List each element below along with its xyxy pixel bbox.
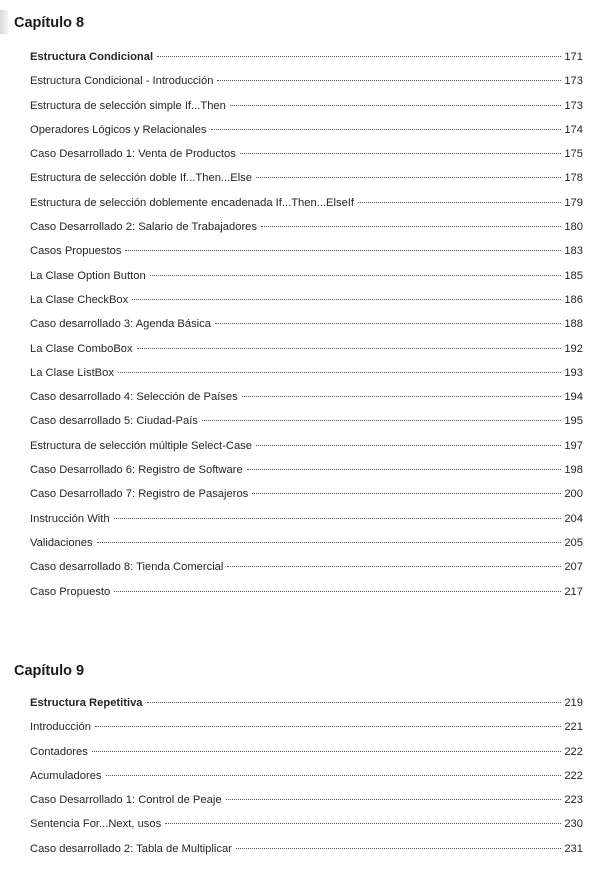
dot-leader [256,177,561,178]
toc-entry [30,391,583,415]
toc-entry-title: Caso Desarrollado 1: Control de Peaje [30,794,222,807]
dot-leader [226,799,561,800]
toc-entry-page-number: 205 [564,536,583,549]
dot-leader [202,420,561,421]
toc-entry [30,221,583,245]
dot-leader [132,299,561,300]
dot-leader [97,542,561,543]
toc-entry-title: Estructura de selección simple If...Then [30,99,226,112]
dot-leader [147,702,561,703]
dot-leader [261,226,561,227]
dot-leader [242,396,561,397]
toc-entry-title: Caso Propuesto [30,585,111,598]
toc-entry-page-number: 230 [564,818,583,831]
dot-leader [240,153,561,154]
dot-leader [227,566,561,567]
toc-entry-page-number: 231 [564,842,583,855]
toc-entry-page-number: 180 [564,221,583,234]
page-edge-mark [0,10,8,34]
dot-leader [256,445,561,446]
toc-entry [30,270,583,294]
toc-entry [30,537,583,561]
dot-leader [165,823,561,824]
toc-entry-page-number: 188 [564,318,583,331]
toc-entry-page-number: 197 [564,439,583,452]
toc-entry [30,770,583,794]
toc-entry-page-number: 217 [564,585,583,598]
dot-leader [92,751,561,752]
toc-entry-page-number: 207 [564,561,583,574]
toc-entry-page-number: 198 [564,464,583,477]
chapter-8-toc-list [30,51,583,610]
toc-entry-page-number: 174 [564,123,583,136]
dot-leader [215,323,561,324]
toc-entry [30,697,583,721]
toc-entry-title: Caso desarrollado 3: Agenda Básica [30,318,211,331]
chapter-8-heading: Capítulo 8 [14,15,85,31]
toc-entry [30,100,583,124]
toc-entry [30,294,583,318]
toc-entry [30,513,583,537]
toc-entry-page-number: 178 [564,172,583,185]
toc-entry-title: Validaciones [30,536,93,549]
dot-leader [217,80,561,81]
toc-entry-page-number: 185 [564,269,583,282]
toc-entry-page-number: 175 [564,148,583,161]
toc-entry-page-number: 173 [564,99,583,112]
toc-entry-page-number: 171 [564,51,583,63]
toc-entry [30,148,583,172]
dot-leader [114,591,561,592]
toc-entry-title: Caso desarrollado 2: Tabla de Multiplicar [30,842,232,855]
toc-entry [30,197,583,221]
dot-leader [106,775,561,776]
toc-entry-page-number: 173 [564,75,583,88]
dot-leader [150,275,561,276]
dot-leader [114,518,561,519]
dot-leader [157,56,561,57]
toc-entry [30,440,583,464]
toc-entry [30,415,583,439]
toc-entry-page-number: 204 [564,512,583,525]
toc-entry-title: Introducción [30,721,91,734]
toc-entry [30,464,583,488]
toc-entry-title: Caso desarrollado 4: Selección de Países [30,391,238,404]
toc-entry-page-number: 219 [564,697,583,709]
dot-leader [95,726,561,727]
toc-entry-page-number: 222 [564,769,583,782]
toc-entry [30,343,583,367]
toc-entry [30,746,583,770]
toc-entry-title: Caso Desarrollado 1: Venta de Productos [30,148,236,161]
toc-entry-title: Contadores [30,745,88,758]
toc-entry-title: La Clase Option Button [30,269,146,282]
toc-entry [30,561,583,585]
toc-entry [30,367,583,391]
toc-entry-title: Operadores Lógicos y Relacionales [30,123,207,136]
toc-entry-title: Sentencia For...Next, usos [30,818,162,831]
toc-entry-title: Estructura Condicional - Introducción [30,75,214,88]
toc-entry-page-number: 179 [564,196,583,209]
toc-entry-title: Estructura de selección doble If...Then...Else [30,172,253,185]
toc-entry-title: Caso desarrollado 8: Tienda Comercial [30,561,224,574]
dot-leader [358,202,561,203]
toc-entry-title: Caso desarrollado 5: Ciudad-País [30,415,198,428]
toc-entry [30,843,583,867]
toc-entry-title: La Clase CheckBox [30,293,129,306]
toc-entry-title: Caso Desarrollado 6: Registro de Software [30,464,243,477]
toc-entry-title: Estructura Condicional [30,51,154,63]
toc-entry-page-number: 195 [564,415,583,428]
toc-entry-title: Caso Desarrollado 7: Registro de Pasajeros [30,488,249,501]
chapter-9-heading: Capítulo 9 [14,663,85,679]
toc-entry [30,245,583,269]
toc-entry-title: Casos Propuestos [30,245,122,258]
toc-entry-title: Estructura de selección múltiple Select-Case [30,439,252,452]
dot-leader [236,848,561,849]
toc-entry-page-number: 200 [564,488,583,501]
toc-entry-page-number: 193 [564,366,583,379]
toc-entry-title: Caso Desarrollado 2: Salario de Trabajadores [30,221,257,234]
toc-entry-page-number: 222 [564,745,583,758]
toc-entry-title: Acumuladores [30,769,102,782]
toc-entry-page-number: 194 [564,391,583,404]
dot-leader [211,129,561,130]
toc-entry-page-number: 221 [564,721,583,734]
toc-entry-title: Estructura de selección doblemente encadenada If...Then...ElseIf [30,196,355,209]
toc-entry-page-number: 183 [564,245,583,258]
toc-entry [30,488,583,512]
toc-entry-title: La Clase ComboBox [30,342,133,355]
dot-leader [137,348,561,349]
toc-entry [30,172,583,196]
toc-entry-page-number: 192 [564,342,583,355]
toc-entry [30,75,583,99]
dot-leader [230,105,561,106]
toc-entry [30,124,583,148]
toc-entry [30,794,583,818]
toc-entry [30,318,583,342]
chapter-9-toc-list [30,697,583,867]
toc-entry [30,51,583,75]
toc-entry [30,721,583,745]
toc-entry-page-number: 223 [564,794,583,807]
dot-leader [247,469,561,470]
toc-entry [30,586,583,610]
dot-leader [118,372,561,373]
toc-entry [30,818,583,842]
toc-entry-title: Estructura Repetitiva [30,697,143,709]
toc-entry-title: Instrucción With [30,512,110,525]
toc-entry-page-number: 186 [564,293,583,306]
dot-leader [252,493,561,494]
toc-entry-title: La Clase ListBox [30,366,114,379]
dot-leader [125,250,561,251]
